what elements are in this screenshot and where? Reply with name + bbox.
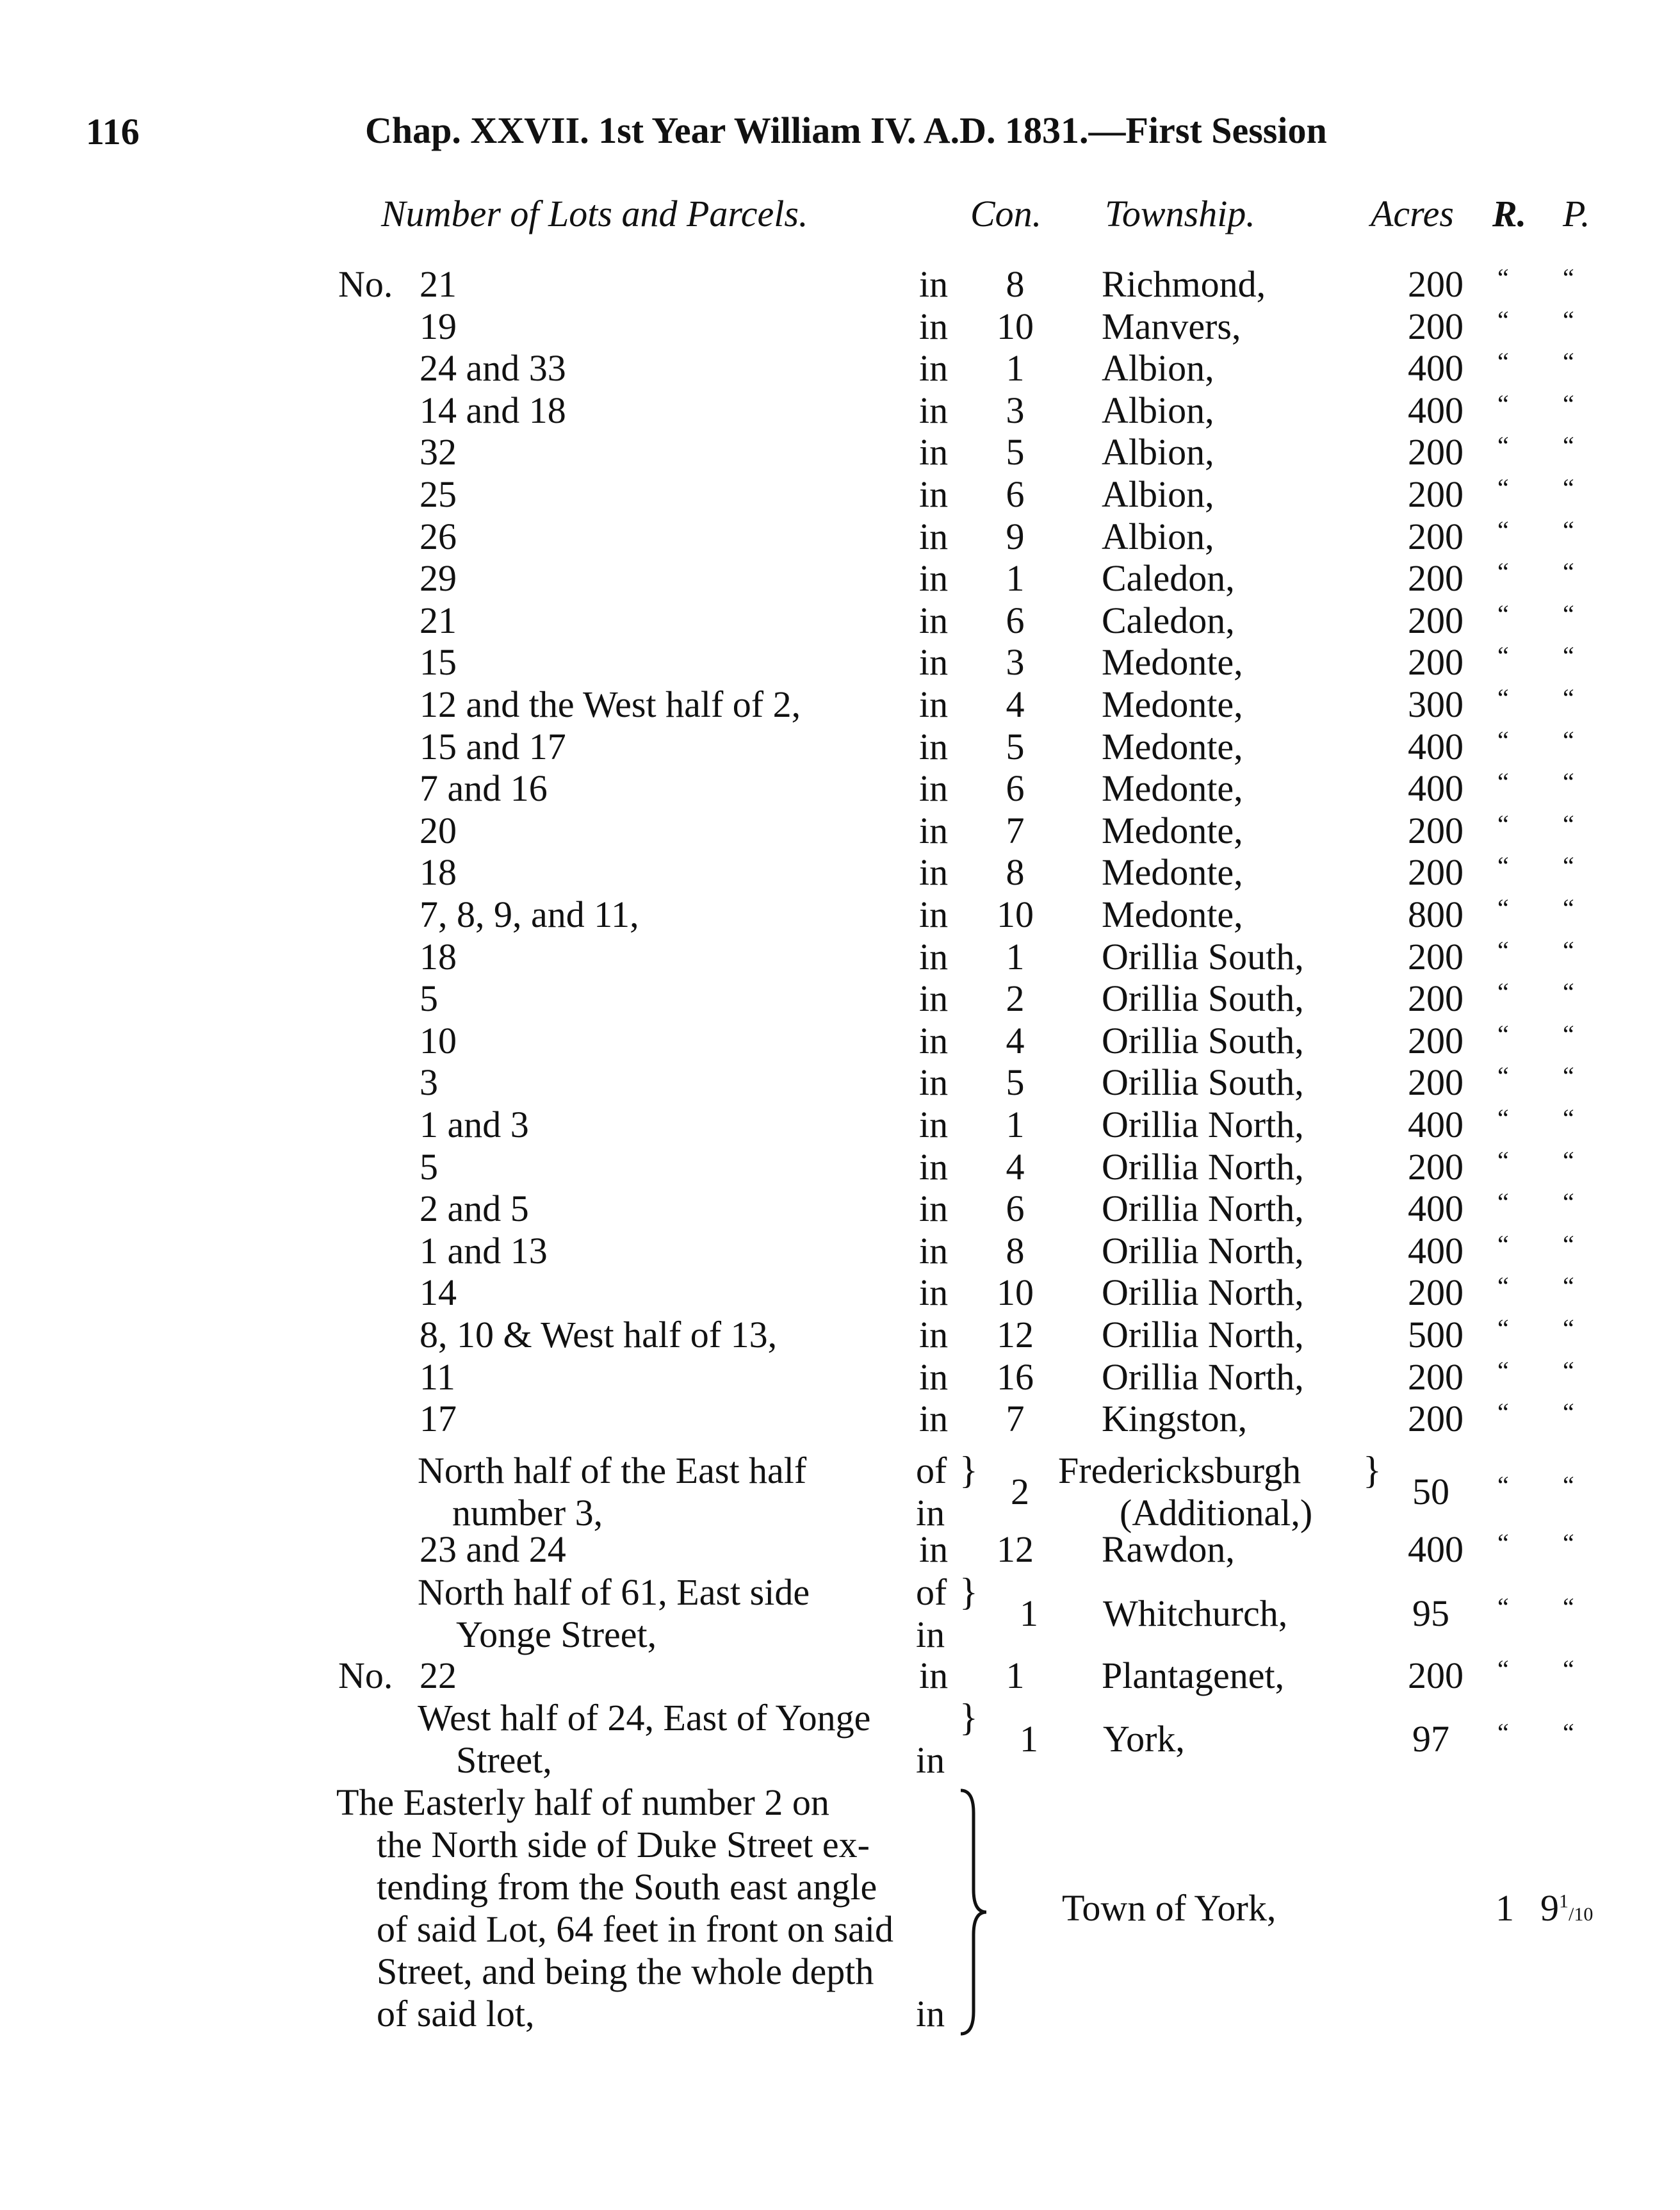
township-name: Orillia North, xyxy=(1102,1314,1304,1355)
acres-value: 400 xyxy=(1408,389,1464,431)
in-word: in xyxy=(919,305,949,347)
r-value: “ xyxy=(1497,1314,1509,1343)
p-value: “ xyxy=(1563,1272,1574,1301)
con-value: 1 xyxy=(1006,935,1025,978)
r-value: “ xyxy=(1497,1355,1509,1385)
acres-value: 200 xyxy=(1408,431,1464,473)
lot-number: 12 and the West half of 2, xyxy=(420,683,801,725)
in-word: in xyxy=(919,599,949,641)
lot-number: 26 xyxy=(420,515,457,557)
con-value: 12 xyxy=(997,1314,1034,1355)
p-value: “ xyxy=(1563,935,1574,965)
con-value: 6 xyxy=(1006,767,1025,810)
r-value: “ xyxy=(1497,347,1509,377)
con-value: 1 xyxy=(1006,557,1025,600)
acres-value: 200 xyxy=(1408,1061,1464,1104)
p-value: “ xyxy=(1563,809,1574,839)
brace-left: } xyxy=(959,1449,978,1491)
township-name: Caledon, xyxy=(1102,599,1235,641)
township-name: Orillia North, xyxy=(1102,1355,1304,1398)
lot-number: 15 xyxy=(420,641,457,683)
p-value: “ xyxy=(1563,389,1574,418)
p-value: “ xyxy=(1563,1471,1574,1500)
con-value: 1 xyxy=(1020,1592,1038,1634)
in-word: in xyxy=(916,1993,945,2034)
con-value: 4 xyxy=(1006,683,1025,725)
township-name: Town of York, xyxy=(1062,1887,1276,1929)
table-row xyxy=(0,1271,1680,1313)
con-value: 6 xyxy=(1006,599,1025,641)
con-value: 9 xyxy=(1006,515,1025,557)
lot-number: 21 xyxy=(420,599,457,641)
p-value: “ xyxy=(1563,725,1574,755)
in-word: in xyxy=(919,263,949,305)
acres-value: 200 xyxy=(1408,515,1464,557)
r-value: “ xyxy=(1497,978,1509,1007)
lot-number: 32 xyxy=(420,431,457,473)
in-word: in xyxy=(919,1272,949,1314)
acres-value: 200 xyxy=(1408,978,1464,1020)
table-row xyxy=(0,725,1680,767)
r-value: “ xyxy=(1497,263,1509,292)
column-header-acres: Acres xyxy=(1371,193,1454,234)
township-name: Medonte, xyxy=(1102,641,1243,683)
township-name: Albion, xyxy=(1102,347,1214,389)
table-row xyxy=(0,1313,1680,1355)
township-name: Caledon, xyxy=(1102,557,1235,600)
lot-number: 22 xyxy=(420,1655,457,1696)
in-of: of xyxy=(916,1571,947,1613)
r-value: “ xyxy=(1497,1471,1509,1500)
con-value: 10 xyxy=(997,894,1034,935)
lot-line-2: Street, xyxy=(456,1739,552,1781)
acres-value: 200 xyxy=(1408,851,1464,894)
township-name: Medonte, xyxy=(1102,809,1243,851)
table-row xyxy=(0,1355,1680,1398)
acres-value: 200 xyxy=(1408,1145,1464,1188)
acres-value: 200 xyxy=(1408,1019,1464,1061)
lot-number: 7 and 16 xyxy=(420,767,548,810)
r-value: “ xyxy=(1497,1229,1509,1259)
table-row xyxy=(0,305,1680,347)
in-word: in xyxy=(916,1739,945,1781)
p-value: “ xyxy=(1563,599,1574,628)
in-word: in xyxy=(919,431,949,473)
lot-number: 2 and 5 xyxy=(420,1188,529,1230)
township-name: Albion, xyxy=(1102,473,1214,515)
acres-value: 400 xyxy=(1408,347,1464,389)
con-value: 3 xyxy=(1006,389,1025,431)
r-value: “ xyxy=(1497,1188,1509,1217)
in-word: in xyxy=(919,1655,949,1696)
r-value: “ xyxy=(1497,305,1509,334)
lot-number: 17 xyxy=(420,1398,457,1440)
con-value: 6 xyxy=(1006,1188,1025,1230)
column-header-township: Township. xyxy=(1105,193,1255,234)
con-value: 4 xyxy=(1006,1145,1025,1188)
r-value: “ xyxy=(1497,641,1509,671)
township-name: Medonte, xyxy=(1102,851,1243,894)
township-name: Medonte, xyxy=(1102,894,1243,935)
acres-value: 200 xyxy=(1408,305,1464,347)
township-name: Rawdon, xyxy=(1102,1528,1235,1570)
value-fraction: $9^1/10$ xyxy=(1540,1887,1594,1929)
township-name: Orillia North, xyxy=(1102,1229,1304,1272)
lot-number: 5 xyxy=(420,978,438,1020)
table-row xyxy=(0,893,1680,935)
con-value: 1 xyxy=(1006,347,1025,389)
acres-value: 200 xyxy=(1408,1355,1464,1398)
township-name: Orillia North, xyxy=(1102,1104,1304,1145)
p-value: “ xyxy=(1563,851,1574,881)
description-line-6: of said lot, xyxy=(377,1993,535,2034)
township-line-2: (Additional,) xyxy=(1120,1492,1313,1534)
table-row xyxy=(0,1187,1680,1229)
r-value: “ xyxy=(1497,1528,1509,1557)
column-header-p: P. xyxy=(1563,193,1590,234)
r-value: “ xyxy=(1497,851,1509,881)
p-value: “ xyxy=(1563,1314,1574,1343)
r-value: “ xyxy=(1497,599,1509,628)
lot-number: 18 xyxy=(420,935,457,978)
fraction-den: 10 xyxy=(1574,1904,1594,1925)
p-value: “ xyxy=(1563,1528,1574,1557)
township-name: Orillia North, xyxy=(1102,1272,1304,1314)
con-value: 5 xyxy=(1006,725,1025,767)
con-value: 10 xyxy=(997,1272,1034,1314)
lot-number: 10 xyxy=(420,1019,457,1061)
r-value: “ xyxy=(1497,767,1509,797)
in-word: in xyxy=(919,1355,949,1398)
township-name: Albion, xyxy=(1102,431,1214,473)
township-name: York, xyxy=(1103,1718,1185,1760)
township-name: Medonte, xyxy=(1102,725,1243,767)
acres-value: 200 xyxy=(1408,1398,1464,1440)
township-name: Orillia South, xyxy=(1102,1061,1304,1104)
in-word: in xyxy=(919,1104,949,1145)
lot-number: 15 and 17 xyxy=(420,725,566,767)
lot-line-1: North half of 61, East side xyxy=(418,1571,810,1613)
table-row xyxy=(0,1103,1680,1145)
table-row xyxy=(0,473,1680,515)
table-row-whitchurch xyxy=(0,1571,1680,1660)
column-header-con: Con. xyxy=(970,193,1042,234)
township-name: Albion, xyxy=(1102,515,1214,557)
acres-value: 50 xyxy=(1412,1471,1449,1512)
acres-value: 400 xyxy=(1408,725,1464,767)
r-value: “ xyxy=(1497,1019,1509,1049)
p-value: “ xyxy=(1563,515,1574,544)
p-value: “ xyxy=(1563,1592,1574,1621)
p-value: “ xyxy=(1563,263,1574,292)
lot-number: 20 xyxy=(420,809,457,851)
p-value: “ xyxy=(1563,1145,1574,1175)
r-value: “ xyxy=(1497,557,1509,587)
lot-number: 21 xyxy=(420,263,457,305)
r-value: “ xyxy=(1497,1145,1509,1175)
con-value: 8 xyxy=(1006,1229,1025,1272)
con-value: 1 xyxy=(1006,1104,1025,1145)
lot-line-1: West half of 24, East of Yonge xyxy=(418,1697,871,1739)
township-name: Orillia North, xyxy=(1102,1145,1304,1188)
township-name: Plantagenet, xyxy=(1102,1655,1285,1696)
table-row xyxy=(0,1229,1680,1272)
p-value: “ xyxy=(1563,1061,1574,1091)
value-whole: 1 xyxy=(1496,1887,1514,1929)
description-line-3: tending from the South east angle xyxy=(377,1866,877,1908)
description-line-4: of said Lot, 64 feet in front on said xyxy=(377,1908,893,1950)
lot-number: 24 and 33 xyxy=(420,347,566,389)
township-name: Albion, xyxy=(1102,389,1214,431)
no-label: No. xyxy=(338,263,393,305)
lot-number: 1 and 13 xyxy=(420,1229,548,1272)
table-row xyxy=(0,809,1680,851)
table-row-fredericksburgh xyxy=(0,1449,1680,1539)
acres-value: 400 xyxy=(1408,767,1464,810)
r-value: “ xyxy=(1497,894,1509,922)
con-value: 10 xyxy=(997,305,1034,347)
p-value: “ xyxy=(1563,1019,1574,1049)
in-word: in xyxy=(919,1528,949,1570)
lot-number: 7, 8, 9, and 11, xyxy=(420,894,639,935)
in-word: in xyxy=(919,851,949,894)
acres-value: 200 xyxy=(1408,599,1464,641)
lot-number: 19 xyxy=(420,305,457,347)
in-word: in xyxy=(919,641,949,683)
lot-number: 14 xyxy=(420,1272,457,1314)
brace-left: } xyxy=(959,1696,978,1739)
lot-line-2: number 3, xyxy=(452,1492,603,1534)
acres-value: 300 xyxy=(1408,683,1464,725)
lot-number: 14 and 18 xyxy=(420,389,566,431)
in-word: in xyxy=(919,894,949,935)
value-int: 9 xyxy=(1540,1887,1559,1929)
acres-value: 200 xyxy=(1408,809,1464,851)
acres-value: 400 xyxy=(1408,1229,1464,1272)
r-value: “ xyxy=(1497,1655,1509,1683)
in-word: in xyxy=(919,978,949,1020)
township-name: Orillia North, xyxy=(1102,1188,1304,1230)
con-value: 8 xyxy=(1006,851,1025,894)
p-value: “ xyxy=(1563,347,1574,377)
p-value: “ xyxy=(1563,1398,1574,1427)
r-value: “ xyxy=(1497,1398,1509,1427)
acres-value: 500 xyxy=(1408,1314,1464,1355)
table-row xyxy=(0,1061,1680,1103)
in-word: in xyxy=(919,809,949,851)
table-row xyxy=(0,263,1680,305)
p-value: “ xyxy=(1563,1104,1574,1133)
con-value: 1 xyxy=(1006,1655,1025,1696)
p-value: “ xyxy=(1563,431,1574,461)
in-word: in xyxy=(916,1614,945,1655)
r-value: “ xyxy=(1497,473,1509,502)
acres-value: 800 xyxy=(1408,894,1464,935)
lot-number: 11 xyxy=(420,1355,455,1398)
in-word: in xyxy=(919,725,949,767)
description-line-5: Street, and being the whole depth xyxy=(377,1951,874,1992)
lot-line-2: Yonge Street, xyxy=(456,1614,657,1655)
r-value: “ xyxy=(1497,431,1509,461)
table-row xyxy=(0,851,1680,893)
con-value: 7 xyxy=(1006,809,1025,851)
con-value: 8 xyxy=(1006,263,1025,305)
r-value: “ xyxy=(1497,389,1509,418)
p-value: “ xyxy=(1563,894,1574,922)
con-value: 16 xyxy=(997,1355,1034,1398)
r-value: “ xyxy=(1497,1592,1509,1621)
table-row xyxy=(0,767,1680,809)
lot-line-1: North half of the East half xyxy=(418,1450,807,1491)
in-word: in xyxy=(916,1492,945,1534)
table-row xyxy=(0,557,1680,599)
in-word: in xyxy=(919,1188,949,1230)
table-row xyxy=(0,683,1680,725)
table-row xyxy=(0,347,1680,389)
lot-number: 23 and 24 xyxy=(420,1528,566,1570)
con-value: 4 xyxy=(1006,1019,1025,1061)
p-value: “ xyxy=(1563,1655,1574,1683)
r-value: “ xyxy=(1497,1104,1509,1133)
acres-value: 400 xyxy=(1408,1528,1464,1570)
p-value: “ xyxy=(1563,641,1574,671)
con-value: 5 xyxy=(1006,431,1025,473)
p-value: “ xyxy=(1563,305,1574,334)
township-name: Manvers, xyxy=(1102,305,1241,347)
lot-number: 8, 10 & West half of 13, xyxy=(420,1314,778,1355)
p-value: “ xyxy=(1563,683,1574,712)
description-line-2: the North side of Duke Street ex- xyxy=(377,1824,870,1865)
table-row xyxy=(0,599,1680,641)
r-value: “ xyxy=(1497,1061,1509,1091)
p-value: “ xyxy=(1563,767,1574,797)
lot-number: 29 xyxy=(420,557,457,600)
r-value: “ xyxy=(1497,1272,1509,1301)
r-value: “ xyxy=(1497,725,1509,755)
lot-number: 3 xyxy=(420,1061,438,1104)
in-word: in xyxy=(919,1229,949,1272)
r-value: “ xyxy=(1497,515,1509,544)
in-word: in xyxy=(919,557,949,600)
con-value: 12 xyxy=(997,1528,1034,1570)
acres-value: 200 xyxy=(1408,641,1464,683)
table-row-york xyxy=(0,1696,1680,1786)
p-value: “ xyxy=(1563,1229,1574,1259)
lot-number: 5 xyxy=(420,1145,438,1188)
acres-value: 200 xyxy=(1408,1272,1464,1314)
r-value: “ xyxy=(1497,683,1509,712)
page-number: 116 xyxy=(86,111,140,152)
p-value: “ xyxy=(1563,978,1574,1007)
lot-number: 18 xyxy=(420,851,457,894)
table-row xyxy=(0,1145,1680,1188)
acres-value: 97 xyxy=(1412,1718,1449,1760)
in-word: in xyxy=(919,347,949,389)
table-row xyxy=(0,515,1680,557)
in-word: in xyxy=(919,683,949,725)
township-line-1: Fredericksburgh xyxy=(1058,1450,1301,1491)
lot-number: 1 and 3 xyxy=(420,1104,529,1145)
description-line-1: The Easterly half of number 2 on xyxy=(336,1781,829,1823)
con-value: 2 xyxy=(1006,978,1025,1020)
township-name: Medonte, xyxy=(1102,683,1243,725)
large-brace xyxy=(954,1787,993,2037)
con-value: 1 xyxy=(1020,1718,1038,1760)
con-value: 6 xyxy=(1006,473,1025,515)
in-word: in xyxy=(919,1145,949,1188)
column-header-lots: Number of Lots and Parcels. xyxy=(381,193,808,234)
con-value: 3 xyxy=(1006,641,1025,683)
table-row xyxy=(0,935,1680,978)
in-word: in xyxy=(919,1314,949,1355)
in-of: of xyxy=(916,1450,947,1491)
in-word: in xyxy=(919,935,949,978)
table-row-rawdon xyxy=(0,1528,1680,1570)
table-row xyxy=(0,430,1680,473)
fraction-num: 1 xyxy=(1559,1890,1569,1912)
p-value: “ xyxy=(1563,473,1574,502)
brace-right: } xyxy=(1363,1449,1382,1491)
in-word: in xyxy=(919,473,949,515)
p-value: “ xyxy=(1563,1718,1574,1747)
r-value: “ xyxy=(1497,1718,1509,1747)
p-value: “ xyxy=(1563,1188,1574,1217)
in-word: in xyxy=(919,1061,949,1104)
con-value: 5 xyxy=(1006,1061,1025,1104)
table-row-town-of-york xyxy=(0,1781,1680,2050)
r-value: “ xyxy=(1497,935,1509,965)
table-row xyxy=(0,389,1680,431)
table-row xyxy=(0,1397,1680,1439)
acres-value: 200 xyxy=(1408,935,1464,978)
township-name: Kingston, xyxy=(1102,1398,1248,1440)
in-word: in xyxy=(919,1398,949,1440)
acres-value: 200 xyxy=(1408,263,1464,305)
in-word: in xyxy=(919,1019,949,1061)
lot-number: 25 xyxy=(420,473,457,515)
acres-value: 200 xyxy=(1408,557,1464,600)
con-value: 2 xyxy=(1011,1471,1029,1512)
p-value: “ xyxy=(1563,1355,1574,1385)
acres-value: 400 xyxy=(1408,1104,1464,1145)
running-head: Chap. XXVII. 1st Year William IV. A.D. 1831.—First Session xyxy=(365,110,1327,151)
township-name: Richmond, xyxy=(1102,263,1266,305)
table-row xyxy=(0,977,1680,1019)
acres-value: 95 xyxy=(1412,1592,1449,1634)
table-row xyxy=(0,641,1680,683)
column-header-r: R. xyxy=(1492,193,1527,234)
table-row xyxy=(0,1019,1680,1061)
p-value: “ xyxy=(1563,557,1574,587)
acres-value: 400 xyxy=(1408,1188,1464,1230)
township-name: Whitchurch, xyxy=(1103,1592,1288,1634)
no-label: No. xyxy=(338,1655,393,1696)
acres-value: 200 xyxy=(1408,1655,1464,1696)
in-word: in xyxy=(919,389,949,431)
township-name: Medonte, xyxy=(1102,767,1243,810)
in-word: in xyxy=(919,515,949,557)
township-name: Orillia South, xyxy=(1102,935,1304,978)
brace-left: } xyxy=(959,1571,978,1613)
con-value: 7 xyxy=(1006,1398,1025,1440)
table-row-plantagenet xyxy=(0,1654,1680,1696)
township-name: Orillia South, xyxy=(1102,1019,1304,1061)
acres-value: 200 xyxy=(1408,473,1464,515)
in-word: in xyxy=(919,767,949,810)
township-name: Orillia South, xyxy=(1102,978,1304,1020)
r-value: “ xyxy=(1497,809,1509,839)
